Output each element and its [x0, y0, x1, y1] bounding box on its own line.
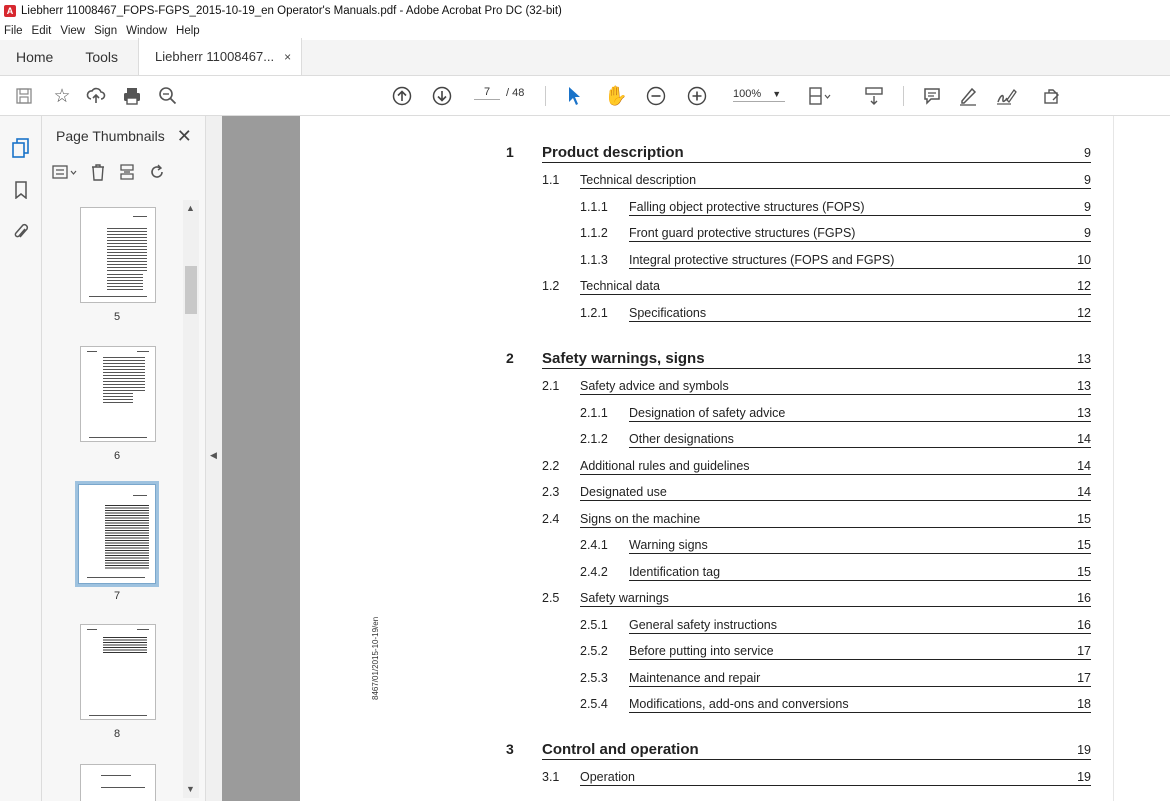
toc-entry-level3[interactable]	[300, 534, 1113, 560]
toc-entry-page: 12	[1077, 306, 1091, 320]
toc-entry-level2[interactable]	[300, 508, 1113, 534]
toc-entry-number: 2.5.1	[580, 618, 608, 632]
toc-entry-title: Designated use	[580, 485, 667, 499]
toc-entry-rule	[580, 188, 1091, 189]
page-thumbnails-icon[interactable]	[9, 136, 33, 160]
scroll-down-icon[interactable]: ▼	[186, 784, 195, 794]
bookmark-icon[interactable]	[9, 178, 33, 202]
toc-entry-level3[interactable]	[300, 428, 1113, 454]
toc-entry-page: 18	[1077, 697, 1091, 711]
document-right-margin	[1113, 116, 1170, 801]
toc-entry-number: 1.1	[542, 173, 560, 187]
scroll-up-icon[interactable]: ▲	[186, 203, 195, 213]
left-navigation-rail	[0, 116, 42, 801]
toc-entry-title: Other designations	[629, 432, 734, 446]
toc-entry-title: Technical description	[580, 173, 697, 187]
toc-entry-level1[interactable]	[300, 739, 1113, 765]
thumbnail-page-6[interactable]	[80, 346, 156, 442]
toc-entry-level2[interactable]	[300, 375, 1113, 401]
toc-entry-rule	[580, 785, 1091, 786]
toc-entry-rule	[629, 421, 1091, 422]
thumbnail-scroll-thumb[interactable]	[185, 266, 197, 314]
zoom-level-dropdown[interactable]	[733, 88, 785, 102]
toc-entry-title: Safety advice and symbols	[580, 379, 729, 393]
prev-page-icon[interactable]	[390, 84, 414, 108]
toc-entry-page: 9	[1084, 173, 1091, 187]
toc-entry-page: 9	[1084, 200, 1091, 214]
document-page	[300, 116, 1113, 801]
tab-tools[interactable]: Tools	[85, 49, 119, 65]
toc-entry-number: 1.1.1	[580, 200, 608, 214]
toc-entry-title: Specifications	[629, 306, 707, 320]
menu-edit[interactable]: Edit	[31, 25, 52, 37]
toc-entry-title: Falling object protective structures (FOPS)	[629, 200, 865, 214]
toc-entry-rule	[580, 294, 1091, 295]
toc-entry-title: Signs on the machine	[580, 512, 701, 526]
toc-entry-title: Control and operation	[542, 741, 699, 758]
upload-icon[interactable]	[84, 84, 108, 108]
thumbnail-toolbar	[42, 156, 205, 192]
tab-document-label: Liebherr 11008467...	[155, 49, 275, 64]
menu-file[interactable]: File	[4, 25, 23, 37]
thumbnail-panel-title: Page Thumbnails	[56, 128, 165, 144]
toc-entry-number: 1.1.2	[580, 226, 608, 240]
toc-entry-title: Operation	[580, 770, 635, 784]
toc-entry-rule	[629, 268, 1091, 269]
toc-entry-number: 2	[506, 350, 514, 366]
toc-entry-level2[interactable]	[300, 169, 1113, 195]
thumbnail-page-5[interactable]	[80, 207, 156, 303]
thumbnail-label-5: 5	[113, 311, 121, 323]
page-navigator	[474, 86, 524, 100]
window-titlebar	[0, 0, 1170, 22]
toc-entry-number: 2.5.2	[580, 644, 608, 658]
toc-entry-page: 10	[1077, 253, 1091, 267]
thumbnail-options-icon[interactable]	[52, 164, 78, 185]
toc-entry-number: 1.2.1	[580, 306, 608, 320]
toc-entry-rule	[629, 321, 1091, 322]
select-cursor-icon[interactable]	[562, 84, 586, 108]
share-icon[interactable]	[1040, 84, 1064, 108]
toc-entry-page: 13	[1077, 352, 1091, 366]
scroll-mode-icon[interactable]	[862, 84, 886, 108]
toc-entry-number: 2.4.1	[580, 538, 608, 552]
toc-entry-title: Maintenance and repair	[629, 671, 761, 685]
fit-page-icon[interactable]	[807, 84, 831, 108]
toc-entry-level2[interactable]	[300, 275, 1113, 301]
toc-entry-title: Identification tag	[629, 565, 721, 579]
tab-close-icon[interactable]: ×	[284, 49, 292, 64]
toc-entry-level2[interactable]	[300, 481, 1113, 507]
toc-entry-rule	[580, 394, 1091, 395]
zoom-in-icon[interactable]	[685, 84, 709, 108]
thumbnail-scrollbar[interactable]	[183, 200, 199, 798]
toc-entry-rule	[629, 686, 1091, 687]
comment-icon[interactable]	[920, 84, 944, 108]
toc-entry-level2[interactable]	[300, 455, 1113, 481]
toc-entry-level2[interactable]	[300, 766, 1113, 792]
zoom-out-icon[interactable]	[644, 84, 668, 108]
thumbnail-panel-header	[42, 116, 205, 156]
toc-entry-rule	[580, 606, 1091, 607]
thumbnail-label-8: 8	[113, 728, 121, 740]
thumbnail-page-8[interactable]	[80, 624, 156, 720]
document-gutter	[222, 116, 300, 801]
hand-icon[interactable]: ✋	[604, 86, 628, 107]
toc-entry-title: Integral protective structures (FOPS and FGPS)	[629, 253, 895, 267]
toc-entry-page: 15	[1077, 538, 1091, 552]
toc-entry-page: 13	[1077, 379, 1091, 393]
toc-entry-level3[interactable]	[300, 693, 1113, 719]
toc-entry-title: General safety instructions	[629, 618, 777, 632]
attachment-icon[interactable]	[9, 220, 33, 244]
toc-entry-number: 2.2	[542, 459, 560, 473]
toc-entry-rule	[629, 553, 1091, 554]
print-icon[interactable]	[120, 84, 144, 108]
page-total: / 48	[506, 87, 525, 99]
window-title: Liebherr 11008467_FOPS-FGPS_2015-10-19_en Operator's Manuals.pdf - Adobe Acrobat Pro DC (32-bit)	[21, 5, 562, 17]
toc-entry-number: 2.5.3	[580, 671, 608, 685]
toc-entry-level1[interactable]	[300, 142, 1113, 168]
acrobat-app-icon: A	[4, 5, 16, 17]
toc-entry-level1[interactable]	[300, 348, 1113, 374]
toc-entry-level2[interactable]	[300, 587, 1113, 613]
bookmark-star-icon[interactable]: ☆	[53, 85, 71, 107]
toc-entry-number: 1.1.3	[580, 253, 608, 267]
toc-entry-level3[interactable]	[300, 561, 1113, 587]
tab-document[interactable]	[138, 38, 302, 75]
highlight-icon[interactable]	[956, 84, 980, 108]
toc-entry-number: 2.5	[542, 591, 560, 605]
toc-entry-title: Safety warnings, signs	[542, 350, 705, 367]
toc-entry-title: Modifications, add-ons and conversions	[629, 697, 849, 711]
panel-splitter[interactable]	[205, 116, 222, 801]
thumbnail-label-6: 6	[113, 450, 121, 462]
zoom-level-value: 100%	[733, 88, 762, 100]
toc-entry-rule	[580, 500, 1091, 501]
toc-entry-page: 14	[1077, 432, 1091, 446]
close-panel-icon[interactable]: ✕	[176, 125, 192, 146]
toc-entry-page: 15	[1077, 565, 1091, 579]
toc-entry-title: Front guard protective structures (FGPS)	[629, 226, 856, 240]
toc-entry-title: Designation of safety advice	[629, 406, 786, 420]
thumbnail-page-9[interactable]	[80, 764, 156, 801]
toc-entry-page: 12	[1077, 279, 1091, 293]
toc-entry-title: Technical data	[580, 279, 660, 293]
toc-entry-number: 2.4	[542, 512, 560, 526]
sign-icon[interactable]	[994, 84, 1018, 108]
toc-entry-rule	[580, 474, 1091, 475]
toc-entry-rule	[542, 759, 1091, 760]
toc-entry-title: Warning signs	[629, 538, 708, 552]
toc-entry-level3[interactable]	[300, 302, 1113, 328]
toc-entry-page: 15	[1077, 512, 1091, 526]
insert-page-icon[interactable]	[118, 163, 136, 186]
toc-entry-level3[interactable]	[300, 196, 1113, 222]
toc-entry-number: 1.2	[542, 279, 560, 293]
toc-entry-number: 2.1	[542, 379, 560, 393]
next-page-icon[interactable]	[430, 84, 454, 108]
toc-entry-page: 9	[1084, 226, 1091, 240]
thumbnail-label-7: 7	[113, 590, 121, 602]
menu-window[interactable]: Window	[126, 25, 168, 37]
toc-entry-page: 19	[1077, 770, 1091, 784]
toc-entry-title: Safety warnings	[580, 591, 669, 605]
toc-entry-number: 2.1.1	[580, 406, 608, 420]
collapse-panel-icon[interactable]: ◀	[210, 450, 217, 460]
main-toolbar	[0, 76, 1170, 116]
toc-entry-level3[interactable]	[300, 222, 1113, 248]
menu-sign[interactable]: Sign	[94, 25, 118, 37]
tab-bar	[0, 40, 1170, 76]
toc-entry-title: Additional rules and guidelines	[580, 459, 750, 473]
toc-entry-number: 2.3	[542, 485, 560, 499]
toc-entry-number: 3.1	[542, 770, 560, 784]
toc-entry-rule	[629, 215, 1091, 216]
toc-entry-rule	[542, 368, 1091, 369]
rotate-page-icon[interactable]	[148, 163, 166, 186]
toc-entry-page: 14	[1077, 459, 1091, 473]
toc-entry-page: 16	[1077, 591, 1091, 605]
toc-entry-rule	[629, 659, 1091, 660]
toc-entry-title: Before putting into service	[629, 644, 774, 658]
toc-entry-title: Product description	[542, 144, 684, 161]
toolbar-divider	[903, 86, 904, 106]
toc-entry-page: 19	[1077, 743, 1091, 757]
page-footer-code: 8467/01/2015-10-19/en	[371, 616, 380, 700]
toc-entry-rule	[629, 633, 1091, 634]
tab-home[interactable]: Home	[16, 49, 54, 65]
toc-entry-level3[interactable]	[300, 640, 1113, 666]
toc-entry-number: 1	[506, 144, 514, 160]
menu-view[interactable]: View	[60, 25, 86, 37]
toc-entry-rule	[629, 580, 1091, 581]
toc-entry-number: 2.5.4	[580, 697, 608, 711]
toc-entry-rule	[629, 241, 1091, 242]
toc-entry-page: 13	[1077, 406, 1091, 420]
delete-page-icon[interactable]	[90, 163, 106, 186]
menu-help[interactable]: Help	[176, 25, 200, 37]
toc-entry-page: 14	[1077, 485, 1091, 499]
toc-entry-number: 3	[506, 741, 514, 757]
page-number-input[interactable]: 7	[474, 86, 500, 100]
toc-entry-rule	[542, 162, 1091, 163]
toc-entry-level3[interactable]	[300, 249, 1113, 275]
toc-entry-level3[interactable]	[300, 667, 1113, 693]
toc-entry-page: 17	[1077, 671, 1091, 685]
toc-entry-rule	[580, 527, 1091, 528]
search-zoom-icon[interactable]	[156, 84, 180, 108]
chevron-down-icon: ▼	[772, 89, 782, 99]
toolbar-divider	[545, 86, 546, 106]
toc-entry-page: 16	[1077, 618, 1091, 632]
toc-entry-page: 9	[1084, 146, 1091, 160]
toc-entry-page: 17	[1077, 644, 1091, 658]
toc-entry-number: 2.1.2	[580, 432, 608, 446]
thumbnail-page-7[interactable]	[78, 484, 156, 584]
toc-entry-level3[interactable]	[300, 402, 1113, 428]
save-icon[interactable]	[12, 84, 36, 108]
toc-entry-rule	[629, 447, 1091, 448]
toc-entry-rule	[629, 712, 1091, 713]
toc-entry-level3[interactable]	[300, 614, 1113, 640]
toc-entry-number: 2.4.2	[580, 565, 608, 579]
